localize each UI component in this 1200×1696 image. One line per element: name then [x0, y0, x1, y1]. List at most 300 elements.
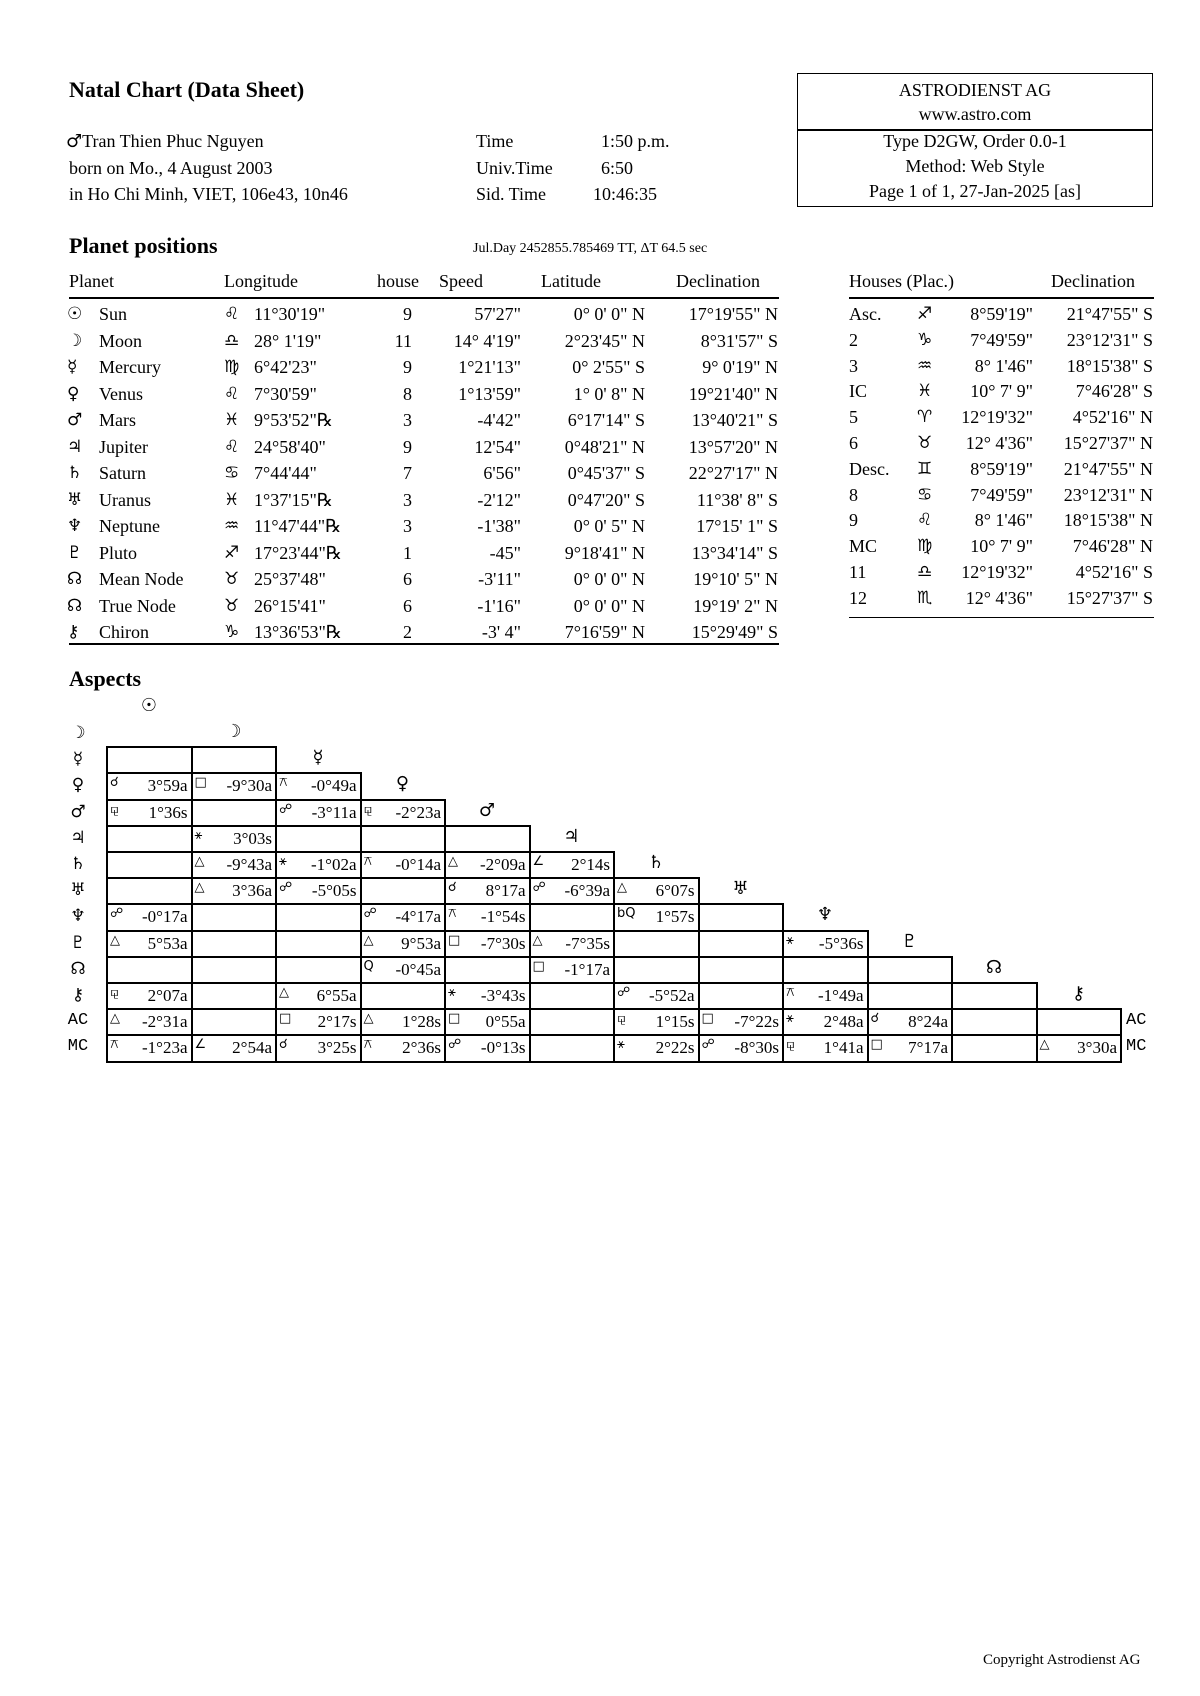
aspect-glyph-icon: ☍	[279, 880, 293, 896]
planet-longitude: 24°58'40"	[254, 436, 326, 457]
planet-name: Pluto	[99, 542, 138, 563]
house-longitude: 12°19'32"	[961, 407, 1033, 428]
sign-icon: ♌	[224, 304, 240, 324]
aspect-glyph-icon: □	[701, 1011, 714, 1027]
aspect-orb: -0°49a	[310, 776, 357, 796]
aspect-col-head-icon: ♃	[563, 825, 580, 847]
aspect-cell	[613, 956, 700, 984]
aspect-glyph-icon: □	[448, 932, 461, 948]
sign-icon: ♊	[917, 458, 933, 479]
aspect-col-head-icon: ⚷	[1071, 983, 1086, 1004]
aspect-orb: 0°55a	[485, 1012, 526, 1032]
aspect-glyph-icon: ☍	[617, 985, 631, 1000]
aspect-orb: -5°52a	[648, 986, 695, 1005]
aspect-glyph-icon: ⚻	[110, 1037, 119, 1053]
planet-house: 3	[403, 516, 412, 536]
aspect-cell	[106, 982, 193, 1010]
planet-glyph-icon: ♄	[67, 463, 83, 483]
time-label: Time	[476, 131, 514, 151]
sign-icon: ♓	[917, 381, 933, 402]
aspect-cell	[106, 956, 193, 984]
aspect-col-head-icon: ♆	[816, 904, 834, 926]
sign-icon: ♍	[917, 536, 933, 557]
sign-icon: ♐	[917, 304, 933, 324]
planet-glyph-icon: ⚷	[67, 622, 80, 642]
sign-icon: ♌	[224, 383, 240, 404]
aspect-glyph-icon: ☌	[110, 775, 119, 791]
aspect-cell	[360, 956, 447, 984]
aspect-row-label: ☿	[72, 749, 84, 770]
aspect-cell	[951, 1034, 1038, 1062]
planet-speed: 1°13'59"	[458, 383, 521, 404]
aspect-cell	[275, 772, 362, 800]
planet-name: Mercury	[99, 357, 161, 377]
planet-house: 1	[403, 542, 412, 563]
planet-speed: -1'38"	[477, 516, 521, 536]
aspect-orb: -1°02a	[310, 855, 357, 874]
aspect-glyph-icon: △	[194, 880, 205, 896]
house-declination: 18°15'38" N	[1063, 510, 1153, 531]
planet-house: 7	[403, 463, 412, 483]
aspect-glyph-icon: ☍	[701, 1037, 715, 1053]
aspect-glyph-icon: △	[448, 854, 458, 869]
aspect-orb: -9°43a	[226, 855, 272, 874]
aspect-row-label: ⚷	[71, 985, 85, 1005]
sign-icon: ♍	[224, 357, 240, 377]
house-longitude: 8°59'19"	[970, 458, 1033, 479]
planet-name: Moon	[99, 330, 143, 351]
planet-name: Mean Node	[99, 569, 184, 589]
agency-box	[797, 73, 1153, 207]
houses-decl-heading: Declination	[1051, 271, 1135, 291]
aspect-orb: -0°17a	[141, 907, 188, 927]
planet-declination: 15°29'49" S	[691, 622, 778, 642]
aspect-glyph-icon: □	[194, 775, 207, 791]
house-declination: 15°27'37" N	[1063, 433, 1153, 453]
aspect-orb: 1°57s	[655, 907, 695, 927]
house-label: 12	[849, 587, 867, 608]
planet-row	[0, 383, 778, 404]
planet-row	[0, 410, 778, 430]
planet-latitude: 6°17'14" S	[567, 410, 645, 430]
aspect-cell	[867, 956, 954, 984]
aspect-orb: -9°30a	[226, 776, 272, 796]
house-declination: 7°46'28" S	[1075, 381, 1153, 402]
aspect-col-head-icon: ☽	[225, 721, 242, 742]
aspect-cell	[275, 982, 362, 1010]
aspect-cell	[529, 1034, 616, 1062]
agency-site: www.astro.com	[918, 104, 1032, 124]
aspect-glyph-icon: ⚻	[786, 985, 795, 1000]
aspect-cell	[613, 930, 700, 958]
planet-name: Mars	[99, 410, 136, 430]
sign-icon: ♎	[224, 330, 240, 351]
col-planet: Planet	[69, 271, 114, 291]
aspect-cell	[867, 982, 954, 1010]
aspect-cell	[1036, 1034, 1123, 1062]
planet-house: 9	[403, 304, 412, 324]
planet-speed: -1'16"	[477, 595, 521, 616]
house-longitude: 7°49'59"	[970, 484, 1033, 505]
sign-icon: ♑	[224, 622, 240, 642]
planet-row	[0, 489, 778, 510]
planet-longitude: 1°37'15"℞	[254, 489, 333, 510]
planet-name: Venus	[99, 383, 143, 404]
house-declination: 7°46'28" N	[1072, 536, 1153, 557]
planet-latitude: 0° 0' 0" N	[573, 304, 645, 324]
aspect-cell	[106, 851, 193, 879]
planet-declination: 22°27'17" N	[688, 463, 778, 483]
aspect-cell	[613, 1034, 700, 1062]
aspect-cell	[360, 877, 447, 905]
planet-speed: -45"	[489, 542, 521, 563]
aspect-cell	[529, 956, 616, 984]
aspect-cell	[360, 1008, 447, 1036]
aspect-col-head-icon: ♀	[395, 773, 410, 795]
aspect-cell	[613, 1008, 700, 1036]
sid-time-label: Sid. Time	[476, 184, 547, 204]
sid-time-value: 10:46:35	[593, 184, 658, 204]
aspect-glyph-icon: ⚹	[617, 1037, 625, 1053]
planet-longitude: 11°47'44"℞	[254, 516, 342, 536]
aspect-cell	[191, 903, 278, 931]
planet-longitude: 28° 1'19"	[254, 330, 322, 351]
page-title: Natal Chart (Data Sheet)	[69, 77, 305, 102]
planet-longitude: 13°36'53"℞	[254, 622, 342, 642]
aspect-glyph-icon: △	[110, 1011, 120, 1027]
house-longitude: 7°49'59"	[970, 329, 1033, 350]
aspect-cell	[360, 851, 447, 879]
aspect-row-label: MC	[67, 1037, 89, 1057]
aspect-cell	[444, 825, 531, 853]
univ-time-value: 6:50	[601, 158, 634, 178]
aspect-cell	[529, 982, 616, 1010]
planet-glyph-icon: ♃	[67, 436, 83, 457]
aspect-orb: 2°17s	[317, 1012, 357, 1032]
aspect-cell	[529, 1008, 616, 1036]
aspect-orb: -8°30s	[734, 1038, 779, 1058]
planet-latitude: 2°23'45" N	[564, 330, 645, 351]
aspect-cell	[782, 982, 869, 1010]
planet-speed: 57'27"	[474, 304, 521, 324]
sign-icon: ♋	[224, 463, 240, 483]
aspect-cell	[275, 799, 362, 827]
house-declination: 15°27'37" S	[1066, 587, 1153, 608]
planet-longitude: 7°30'59"	[254, 383, 317, 404]
aspect-orb: 2°48a	[823, 1012, 864, 1032]
house-label: IC	[849, 381, 867, 402]
sign-icon: ♑	[917, 329, 933, 350]
aspect-glyph-icon: □	[870, 1037, 883, 1053]
planet-house: 6	[403, 569, 412, 589]
aspect-row-label: ♃	[70, 827, 86, 848]
sign-icon: ♌	[917, 510, 933, 531]
planet-house: 3	[403, 489, 412, 510]
planet-speed: 14° 4'19"	[453, 330, 521, 351]
house-longitude: 12°19'32"	[961, 562, 1033, 582]
house-label: Asc.	[849, 304, 882, 324]
aspect-orb: 1°15s	[655, 1012, 695, 1032]
aspect-glyph-icon: ⚹	[786, 1011, 794, 1027]
aspect-cell	[529, 930, 616, 958]
house-label: MC	[849, 536, 878, 557]
aspect-glyph-icon: ⚼	[110, 985, 119, 1000]
aspect-col-head-icon: ♅	[732, 878, 749, 900]
planet-house: 6	[403, 595, 412, 616]
aspect-orb: -2°23a	[395, 802, 441, 822]
aspect-glyph-icon: bQ	[617, 906, 636, 922]
aspect-col-head-icon: ♂	[478, 799, 496, 821]
aspect-cell	[951, 1008, 1038, 1036]
sign-icon: ♉	[224, 595, 240, 616]
houses-heading: Houses (Plac.)	[849, 271, 954, 291]
col-house: house	[377, 271, 419, 291]
planet-declination: 17°19'55" N	[688, 304, 778, 324]
aspect-right-label: AC	[1126, 1011, 1147, 1031]
planet-house: 9	[403, 357, 412, 377]
aspect-row-label: ♄	[70, 854, 86, 874]
aspect-cell	[191, 772, 278, 800]
planet-declination: 17°15' 1" S	[696, 516, 778, 536]
aspect-glyph-icon: ⚼	[786, 1037, 795, 1053]
aspect-orb: 3°30a	[1077, 1038, 1117, 1058]
house-label: 3	[849, 355, 858, 376]
aspect-cell	[444, 956, 531, 984]
planet-row	[0, 463, 778, 483]
planet-glyph-icon: ☿	[67, 357, 78, 377]
aspect-cell	[613, 982, 700, 1010]
aspect-glyph-icon: ☌	[448, 880, 457, 896]
aspect-col-head-icon: ♇	[901, 930, 918, 952]
planet-row	[0, 436, 778, 457]
aspect-col-head-icon: ♄	[647, 852, 665, 873]
aspect-cell	[698, 930, 785, 958]
houses-top-rule	[849, 297, 1154, 299]
aspect-orb: 9°53a	[401, 933, 441, 953]
planet-glyph-icon: ☉	[67, 304, 83, 324]
aspect-cell	[782, 1034, 869, 1062]
house-label: 5	[849, 407, 858, 428]
planet-declination: 9° 0'19" N	[702, 357, 778, 377]
aspect-orb: -2°09a	[479, 855, 526, 874]
aspect-orb: 5°53a	[147, 933, 188, 953]
aspect-glyph-icon: ⚼	[363, 801, 373, 817]
aspect-cell	[444, 982, 531, 1010]
planet-declination: 11°38' 8" S	[696, 489, 778, 510]
planet-longitude: 6°42'23"	[254, 357, 317, 377]
aspect-orb: -1°23a	[141, 1038, 188, 1058]
aspect-cell	[782, 1008, 869, 1036]
planet-table-bottom-rule	[69, 643, 779, 645]
planet-speed: 1°21'13"	[458, 357, 521, 377]
aspect-cell	[444, 851, 531, 879]
aspect-cell	[444, 903, 531, 931]
sign-icon: ♉	[224, 569, 240, 589]
aspect-orb: -1°54s	[480, 907, 526, 927]
aspect-cell	[275, 903, 362, 931]
aspect-orb: 6°07s	[655, 881, 695, 901]
aspect-cell	[698, 1034, 785, 1062]
aspect-cell	[444, 877, 531, 905]
planet-speed: -4'42"	[477, 410, 521, 430]
agency-name: ASTRODIENST AG	[898, 80, 1052, 100]
planet-declination: 19°19' 2" N	[693, 595, 778, 616]
house-declination: 23°12'31" N	[1063, 484, 1153, 505]
person-name: Tran Thien Phuc Nguyen	[82, 131, 264, 151]
house-label: Desc.	[849, 458, 890, 479]
sign-icon: ♋	[917, 484, 933, 505]
planet-declination: 19°21'40" N	[688, 383, 778, 404]
sign-icon: ♈	[917, 407, 933, 428]
planet-table-top-rule	[69, 297, 779, 299]
col-latitude: Latitude	[541, 271, 601, 291]
aspect-glyph-icon: ⚹	[279, 854, 287, 869]
planet-declination: 19°10' 5" N	[693, 569, 778, 589]
aspect-glyph-icon: △	[363, 1011, 374, 1027]
aspect-row-label: ♀	[71, 775, 85, 796]
aspect-orb: 3°59a	[147, 776, 188, 796]
planet-declination: 13°40'21" S	[691, 410, 778, 430]
birth-place: in Ho Chi Minh, VIET, 106e43, 10n46	[69, 184, 348, 204]
planet-latitude: 0° 2'55" S	[572, 357, 645, 377]
planet-glyph-icon: ♇	[67, 542, 83, 563]
planet-latitude: 9°18'41" N	[564, 542, 645, 563]
julian-day: Jul.Day 2452855.785469 TT, ΔT 64.5 sec	[473, 241, 708, 256]
aspect-orb: -7°30s	[480, 933, 526, 953]
aspect-orb: -1°49a	[817, 986, 864, 1005]
planet-latitude: 0° 0' 5" N	[573, 516, 645, 536]
planet-speed: 6'56"	[483, 463, 521, 483]
aspect-orb: -5°36s	[818, 933, 864, 953]
male-icon: ♂	[66, 131, 83, 152]
birth-date: born on Mo., 4 August 2003	[69, 158, 273, 178]
house-label: 6	[849, 433, 858, 453]
aspect-orb: -0°13s	[480, 1038, 526, 1058]
planet-row	[0, 595, 778, 616]
aspect-glyph-icon: ⚹	[194, 827, 203, 843]
aspect-cell	[698, 982, 785, 1010]
univ-time-label: Univ.Time	[476, 158, 553, 178]
aspect-cell	[275, 1034, 362, 1062]
sign-icon: ♓	[224, 410, 240, 430]
aspect-cell	[360, 903, 447, 931]
aspect-cell	[1036, 1008, 1123, 1036]
planet-name: Uranus	[99, 489, 151, 510]
aspect-cell	[106, 903, 193, 931]
planet-latitude: 0°47'20" S	[567, 489, 645, 510]
aspects-heading: Aspects	[69, 666, 142, 691]
house-label: 9	[849, 510, 858, 531]
col-longitude: Longitude	[224, 271, 298, 291]
sign-icon: ♏	[917, 587, 933, 608]
aspect-orb: 1°28s	[402, 1012, 441, 1032]
aspect-cell	[867, 1034, 954, 1062]
aspect-cell	[698, 1008, 785, 1036]
aspect-cell	[613, 877, 700, 905]
aspect-glyph-icon: ∠	[532, 854, 545, 869]
aspect-cell	[951, 982, 1038, 1010]
planet-speed: -2'12"	[477, 489, 521, 510]
house-longitude: 10° 7' 9"	[970, 536, 1033, 557]
aspect-cell	[106, 825, 193, 853]
house-longitude: 8° 1'46"	[974, 355, 1033, 376]
aspect-glyph-icon: △	[617, 880, 627, 896]
aspect-glyph-icon: ⚹	[448, 985, 456, 1000]
aspect-orb: 2°54a	[232, 1038, 272, 1058]
aspect-glyph-icon: Q	[363, 958, 374, 974]
aspect-glyph-icon: △	[194, 854, 205, 869]
aspect-cell	[275, 825, 362, 853]
method: Method: Web Style	[905, 156, 1045, 176]
aspect-cell	[275, 1008, 362, 1036]
planet-house: 3	[403, 410, 412, 430]
aspect-glyph-icon: ⚼	[110, 801, 119, 817]
aspect-cell	[106, 930, 193, 958]
planet-glyph-icon: ♆	[67, 516, 83, 536]
house-longitude: 10° 7' 9"	[970, 381, 1033, 402]
aspect-cell	[360, 825, 447, 853]
aspect-orb: 2°22s	[655, 1038, 695, 1058]
aspect-glyph-icon: △	[110, 932, 120, 948]
house-longitude: 12° 4'36"	[965, 587, 1033, 608]
aspect-orb: 2°14s	[571, 855, 610, 874]
aspect-orb: -3°43s	[480, 986, 526, 1005]
house-declination: 23°12'31" S	[1066, 329, 1153, 350]
planet-longitude: 26°15'41"	[254, 595, 326, 616]
aspect-orb: 7°17a	[908, 1038, 948, 1058]
planet-row	[0, 357, 778, 377]
planet-latitude: 1° 0' 8" N	[573, 383, 645, 404]
aspect-orb: 2°07a	[147, 986, 188, 1005]
aspect-cell	[106, 877, 193, 905]
aspect-orb: 6°55a	[316, 986, 357, 1005]
aspect-cell	[444, 1008, 531, 1036]
houses-bottom-rule	[849, 617, 1154, 618]
aspect-orb: -7°22s	[734, 1012, 779, 1032]
page-info: Page 1 of 1, 27-Jan-2025 [as]	[869, 181, 1081, 201]
aspect-glyph-icon: ⚻	[363, 1037, 373, 1053]
aspect-glyph-icon: ☍	[532, 880, 546, 896]
aspect-cell	[191, 799, 278, 827]
aspect-row-label: ☊	[70, 958, 86, 979]
aspect-glyph-icon: ∠	[194, 1037, 207, 1053]
aspect-row-label: ☽	[70, 723, 86, 743]
aspect-cell	[106, 772, 193, 800]
aspect-col-head-icon: ☊	[986, 956, 1002, 978]
aspect-glyph-icon: □	[448, 1011, 461, 1027]
planet-glyph-icon: ☊	[67, 569, 83, 589]
aspect-orb: -5°05s	[311, 881, 357, 901]
aspect-cell	[613, 903, 700, 931]
planet-name: Jupiter	[99, 436, 148, 457]
planet-speed: 12'54"	[474, 436, 521, 457]
planet-longitude: 11°30'19"	[254, 304, 326, 324]
col-speed: Speed	[439, 271, 483, 291]
sign-icon: ♎	[917, 562, 933, 582]
planet-positions-heading: Planet positions	[69, 233, 218, 258]
aspect-cell	[275, 877, 362, 905]
house-label: 8	[849, 484, 858, 505]
aspect-orb: -6°39a	[564, 881, 610, 901]
planet-row	[0, 569, 778, 589]
planet-latitude: 0°48'21" N	[564, 436, 645, 457]
order-type: Type D2GW, Order 0.0-1	[883, 131, 1067, 151]
aspect-glyph-icon: ☌	[870, 1011, 880, 1027]
aspect-glyph-icon: ☍	[279, 801, 293, 817]
aspect-col-head-icon: ☿	[312, 747, 324, 769]
aspect-orb: 3°25s	[317, 1038, 357, 1058]
aspect-right-label: MC	[1126, 1037, 1147, 1057]
